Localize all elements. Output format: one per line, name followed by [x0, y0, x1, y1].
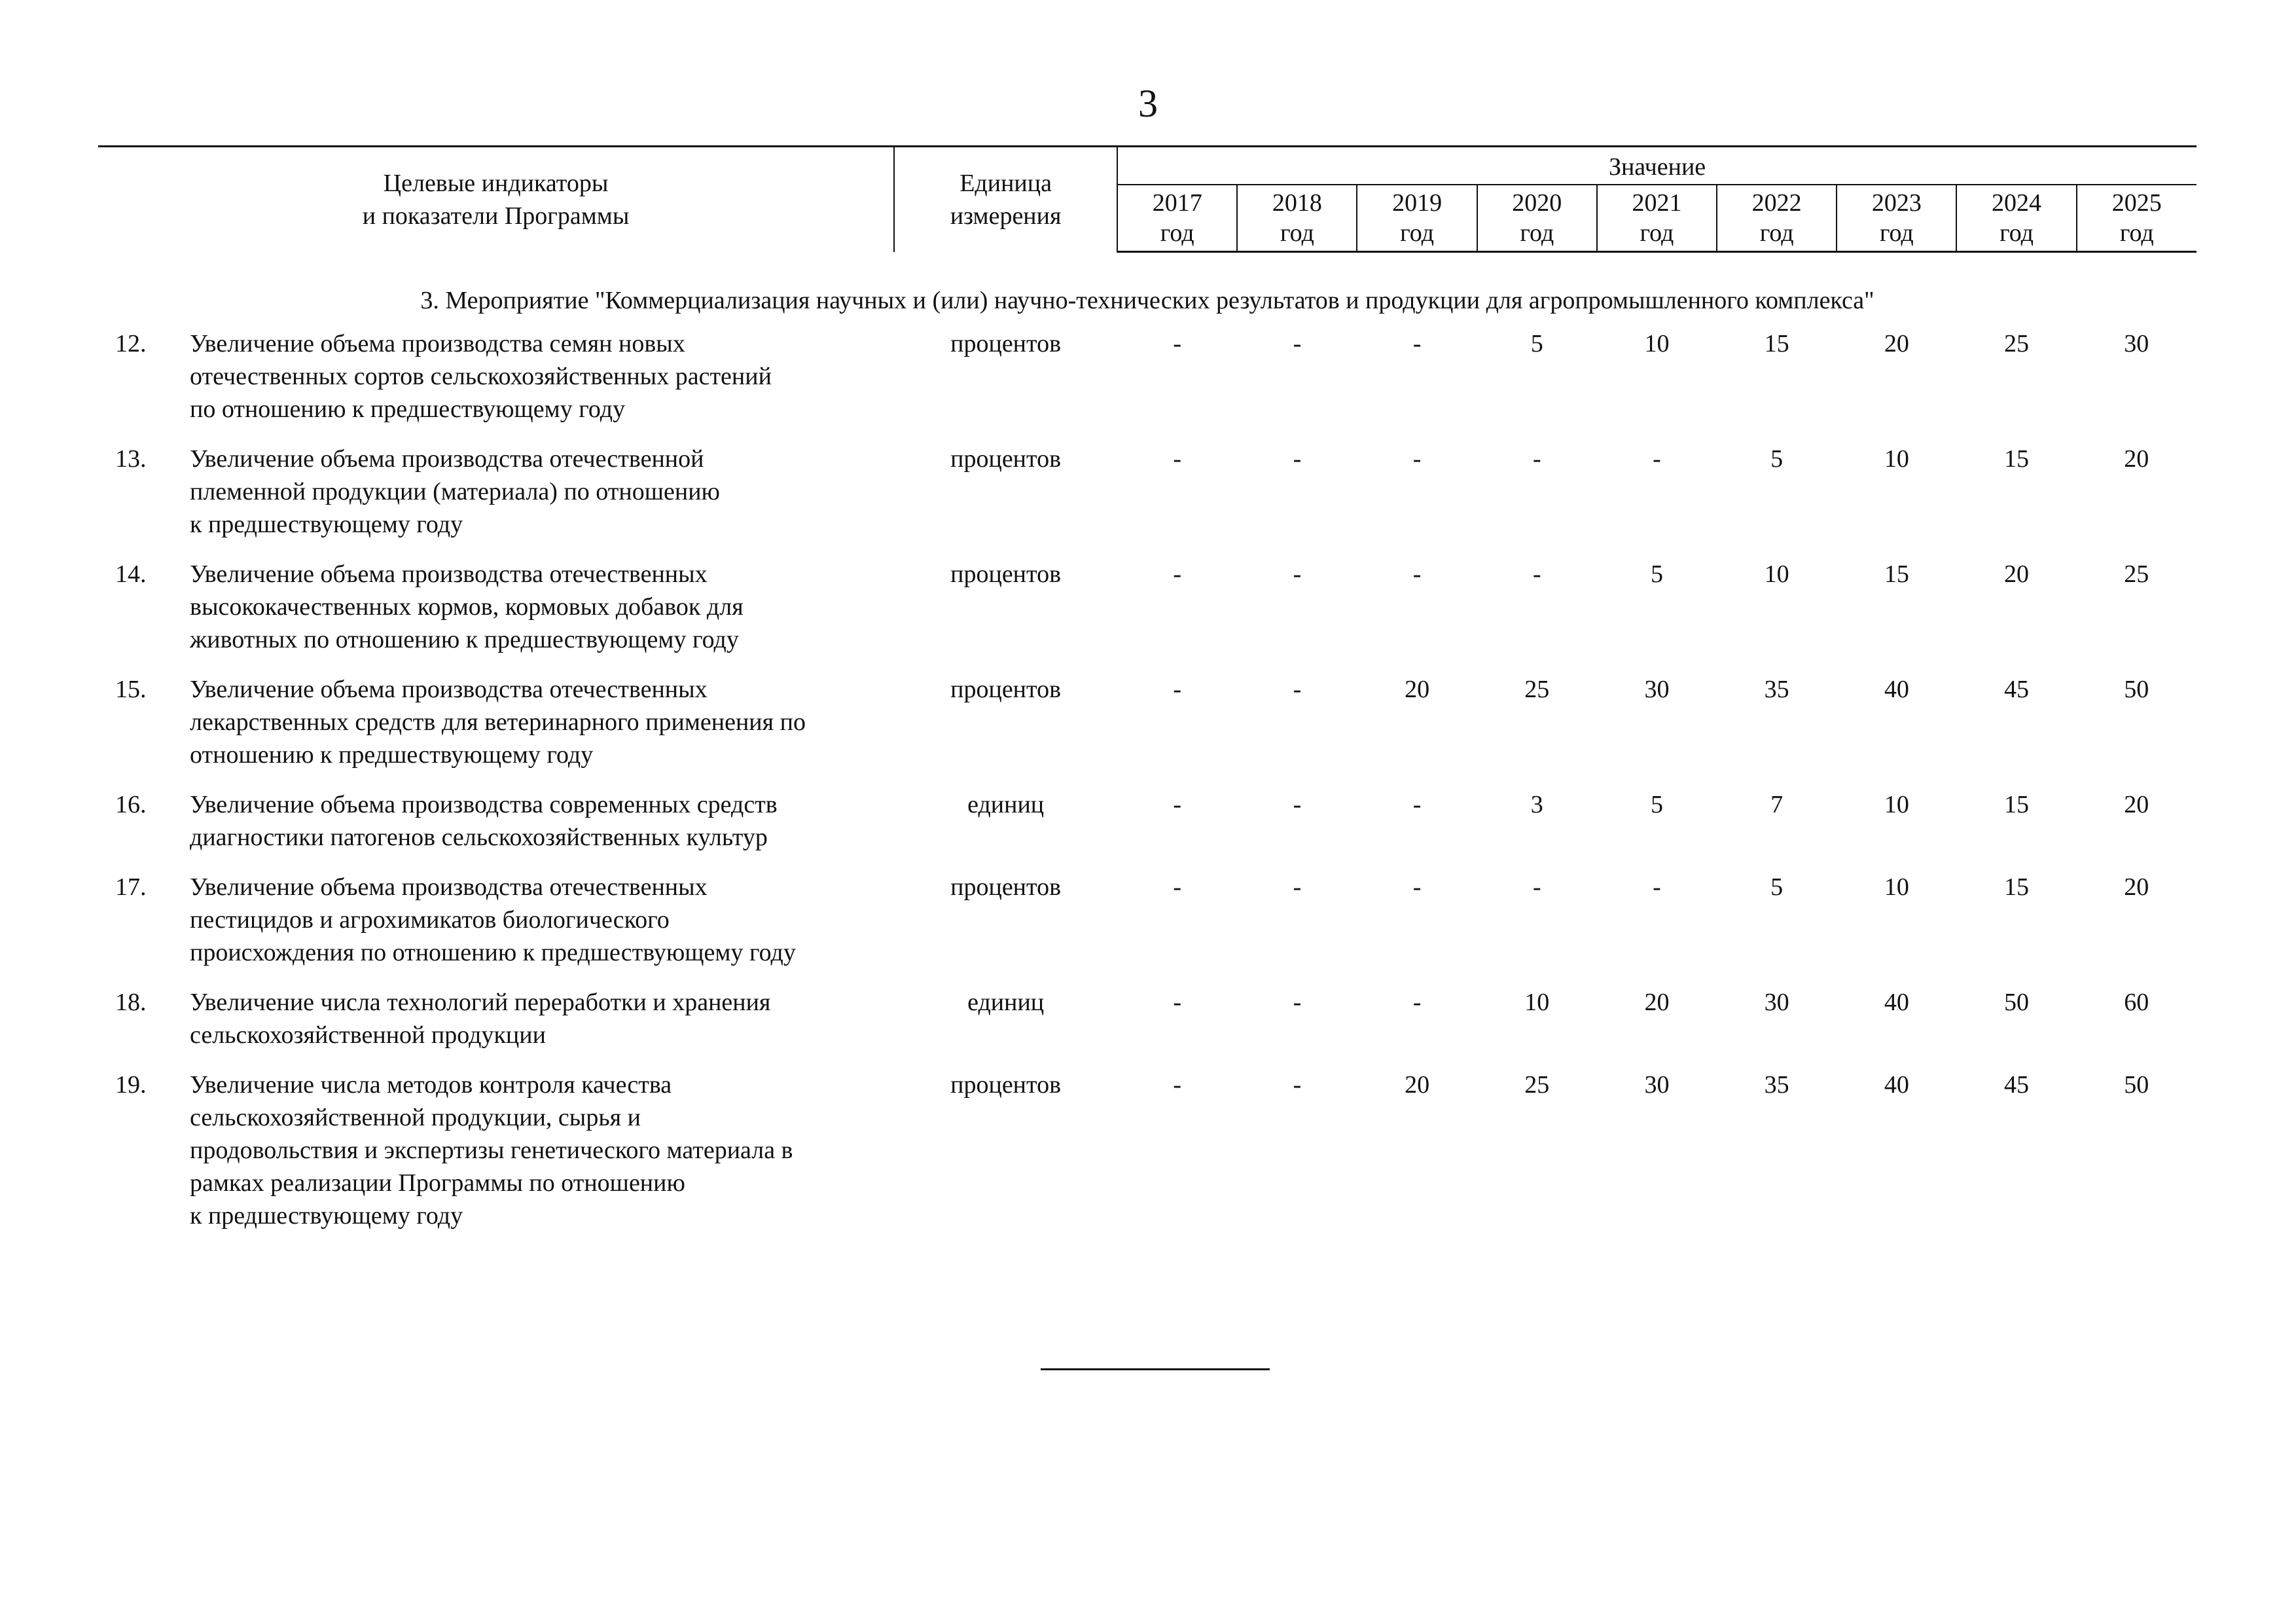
value-cell: 3	[1530, 791, 1543, 818]
value-cell: 15	[1884, 560, 1909, 588]
value-cell: 15	[2004, 791, 2030, 818]
value-cell: -	[1532, 560, 1541, 588]
table-header	[98, 147, 2197, 252]
table-row	[98, 327, 2197, 443]
value-cell: -	[1412, 330, 1422, 357]
value-cell: -	[1173, 445, 1182, 473]
value-cell: -	[1293, 560, 1302, 588]
value-cell: -	[1412, 989, 1422, 1016]
unit-cell: процентов	[950, 676, 1062, 703]
unit-header-line-2: измерения	[950, 202, 1062, 230]
value-cell: -	[1653, 873, 1661, 901]
unit-cell: единиц	[967, 791, 1045, 818]
year-word: год	[1237, 218, 1357, 252]
value-cell: -	[1173, 989, 1182, 1016]
value-cell: -	[1173, 791, 1182, 818]
year-word: год	[1357, 218, 1477, 252]
value-cell: 20	[1884, 330, 1909, 357]
value-cell: 5	[1770, 873, 1784, 901]
value-cell: 10	[1884, 445, 1909, 473]
indicator-name: Увеличение числа методов контроля качества сельскохозяйственной продукции, сырья и продовольствия и экспертизы генетического материала в рамках реализации Программы по отношению к предшествующему году	[190, 1071, 793, 1230]
value-cell: 40	[1884, 989, 1909, 1016]
table-row	[98, 986, 2197, 1068]
unit-header-line-1: Единица	[960, 169, 1052, 197]
indicator-header-line-2: и показатели Программы	[362, 202, 630, 230]
table-row	[98, 673, 2197, 788]
value-cell: -	[1293, 791, 1302, 818]
value-cell: 10	[1644, 330, 1670, 357]
value-cell: 5	[1530, 330, 1543, 357]
row-number: 19.	[115, 1071, 147, 1099]
table-body	[98, 252, 2197, 328]
year-word: год	[1837, 218, 1956, 252]
unit-cell: процентов	[950, 560, 1062, 588]
value-cell: 15	[1764, 330, 1789, 357]
indicator-name: Увеличение числа технологий переработки и хранения сельскохозяйственной продукции	[190, 989, 771, 1049]
value-cell: 45	[2004, 676, 2030, 703]
value-cell: 10	[1884, 791, 1909, 818]
value-cell: 25	[2124, 560, 2149, 588]
value-cell: 10	[1764, 560, 1789, 588]
value-cell: 40	[1884, 1071, 1909, 1099]
indicator-name: Увеличение объема производства отечественных пестицидов и агрохимикатов биологического происхождения по отношению к предшествующему году	[190, 873, 796, 966]
value-cell: 45	[2004, 1071, 2030, 1099]
row-number: 15.	[115, 676, 147, 703]
value-cell: -	[1412, 560, 1422, 588]
row-number: 17.	[115, 873, 147, 901]
value-cell: 25	[1524, 676, 1550, 703]
year-word: год	[1956, 218, 2076, 252]
value-cell: -	[1173, 330, 1182, 357]
value-cell: 30	[1644, 1071, 1670, 1099]
year-header: 2021	[1597, 185, 1717, 218]
value-cell: 35	[1764, 1071, 1789, 1099]
row-number: 14.	[115, 560, 147, 588]
value-cell: -	[1412, 445, 1422, 473]
indicator-rows	[98, 327, 2197, 1249]
value-cell: -	[1293, 989, 1302, 1016]
value-cell: 20	[2124, 445, 2149, 473]
value-cell: -	[1412, 873, 1422, 901]
unit-cell: процентов	[950, 330, 1062, 357]
value-cell: 10	[1884, 873, 1909, 901]
indicators-table	[98, 145, 2197, 1249]
unit-column-header	[894, 147, 1117, 252]
value-cell: 25	[2004, 330, 2030, 357]
footer-rule	[1041, 1368, 1270, 1370]
year-header: 2023	[1837, 185, 1956, 218]
value-cell: 30	[1764, 989, 1789, 1016]
value-cell: 30	[2124, 330, 2149, 357]
value-cell: -	[1293, 1071, 1302, 1099]
unit-cell: единиц	[967, 989, 1045, 1016]
value-cell: -	[1173, 560, 1182, 588]
unit-cell: процентов	[950, 445, 1062, 473]
value-cell: -	[1173, 1071, 1182, 1099]
year-header: 2017	[1117, 185, 1237, 218]
value-cell: 35	[1764, 676, 1789, 703]
value-cell: -	[1412, 791, 1422, 818]
value-cell: 10	[1524, 989, 1550, 1016]
value-cell: 20	[1644, 989, 1670, 1016]
value-cell: 20	[2004, 560, 2030, 588]
year-word: год	[1117, 218, 1237, 252]
year-header: 2019	[1357, 185, 1477, 218]
row-number: 12.	[115, 330, 147, 357]
value-cell: -	[1293, 676, 1302, 703]
year-header: 2020	[1477, 185, 1597, 218]
unit-cell: процентов	[950, 873, 1062, 901]
value-cell: -	[1653, 445, 1661, 473]
indicator-name: Увеличение объема производства отечественных лекарственных средств для ветеринарного применения по отношению к предшествующему году	[190, 676, 806, 769]
year-header: 2022	[1717, 185, 1837, 218]
row-number: 13.	[115, 445, 147, 473]
indicator-name: Увеличение объема производства современных средств диагностики патогенов сельскохозяйственных культур	[190, 791, 778, 851]
indicator-name: Увеличение объема производства отечественной племенной продукции (материала) по отношению к предшествующему году	[190, 445, 720, 538]
table-row	[98, 788, 2197, 871]
value-cell: 40	[1884, 676, 1909, 703]
section-title: 3. Мероприятие "Коммерциализация научных и (или) научно-технических результатов и продукции для агропромышленного комплекса"	[420, 287, 1874, 314]
value-cell: 5	[1650, 560, 1663, 588]
indicator-name: Увеличение объема производства отечественных высококачественных кормов, кормовых добавок для животных по отношению к предшествующему году	[190, 560, 744, 653]
value-cell: 20	[2124, 791, 2149, 818]
table-row	[98, 443, 2197, 558]
value-cell: 15	[2004, 445, 2030, 473]
year-header: 2024	[1956, 185, 2076, 218]
value-cell: 5	[1650, 791, 1663, 818]
year-word: год	[2077, 218, 2197, 252]
value-cell: -	[1293, 330, 1302, 357]
year-word: год	[1717, 218, 1837, 252]
value-cell: 50	[2124, 1071, 2149, 1099]
value-cell: 15	[2004, 873, 2030, 901]
value-cell: -	[1532, 873, 1541, 901]
value-cell: -	[1532, 445, 1541, 473]
row-number: 18.	[115, 989, 147, 1016]
table-row	[98, 1068, 2197, 1249]
value-cell: 30	[1644, 676, 1670, 703]
value-cell: 20	[2124, 873, 2149, 901]
value-cell: 60	[2124, 989, 2149, 1016]
value-cell: -	[1173, 873, 1182, 901]
value-cell: -	[1173, 676, 1182, 703]
value-cell: -	[1293, 445, 1302, 473]
value-cell: 7	[1770, 791, 1784, 818]
value-cell: 5	[1770, 445, 1784, 473]
year-word: год	[1477, 218, 1597, 252]
value-cell: 20	[1405, 1071, 1430, 1099]
indicator-name: Увеличение объема производства семян новых отечественных сортов сельскохозяйственных растений по отношению к предшествующему году	[190, 330, 772, 423]
section-row	[98, 252, 2197, 328]
indicator-column-header	[98, 147, 894, 252]
row-number: 16.	[115, 791, 147, 818]
value-cell: 20	[1405, 676, 1430, 703]
value-cell: -	[1293, 873, 1302, 901]
value-column-header: Значение	[1117, 147, 2197, 185]
year-header: 2018	[1237, 185, 1357, 218]
table-row	[98, 871, 2197, 986]
value-cell: 50	[2004, 989, 2030, 1016]
unit-cell: процентов	[950, 1071, 1062, 1099]
year-word: год	[1597, 218, 1717, 252]
year-header: 2025	[2111, 189, 2162, 217]
page-number: 3	[1138, 82, 1158, 125]
indicator-header-line-1: Целевые индикаторы	[383, 169, 609, 197]
value-cell: 25	[1524, 1071, 1550, 1099]
value-cell: 50	[2124, 676, 2149, 703]
table-row	[98, 558, 2197, 673]
